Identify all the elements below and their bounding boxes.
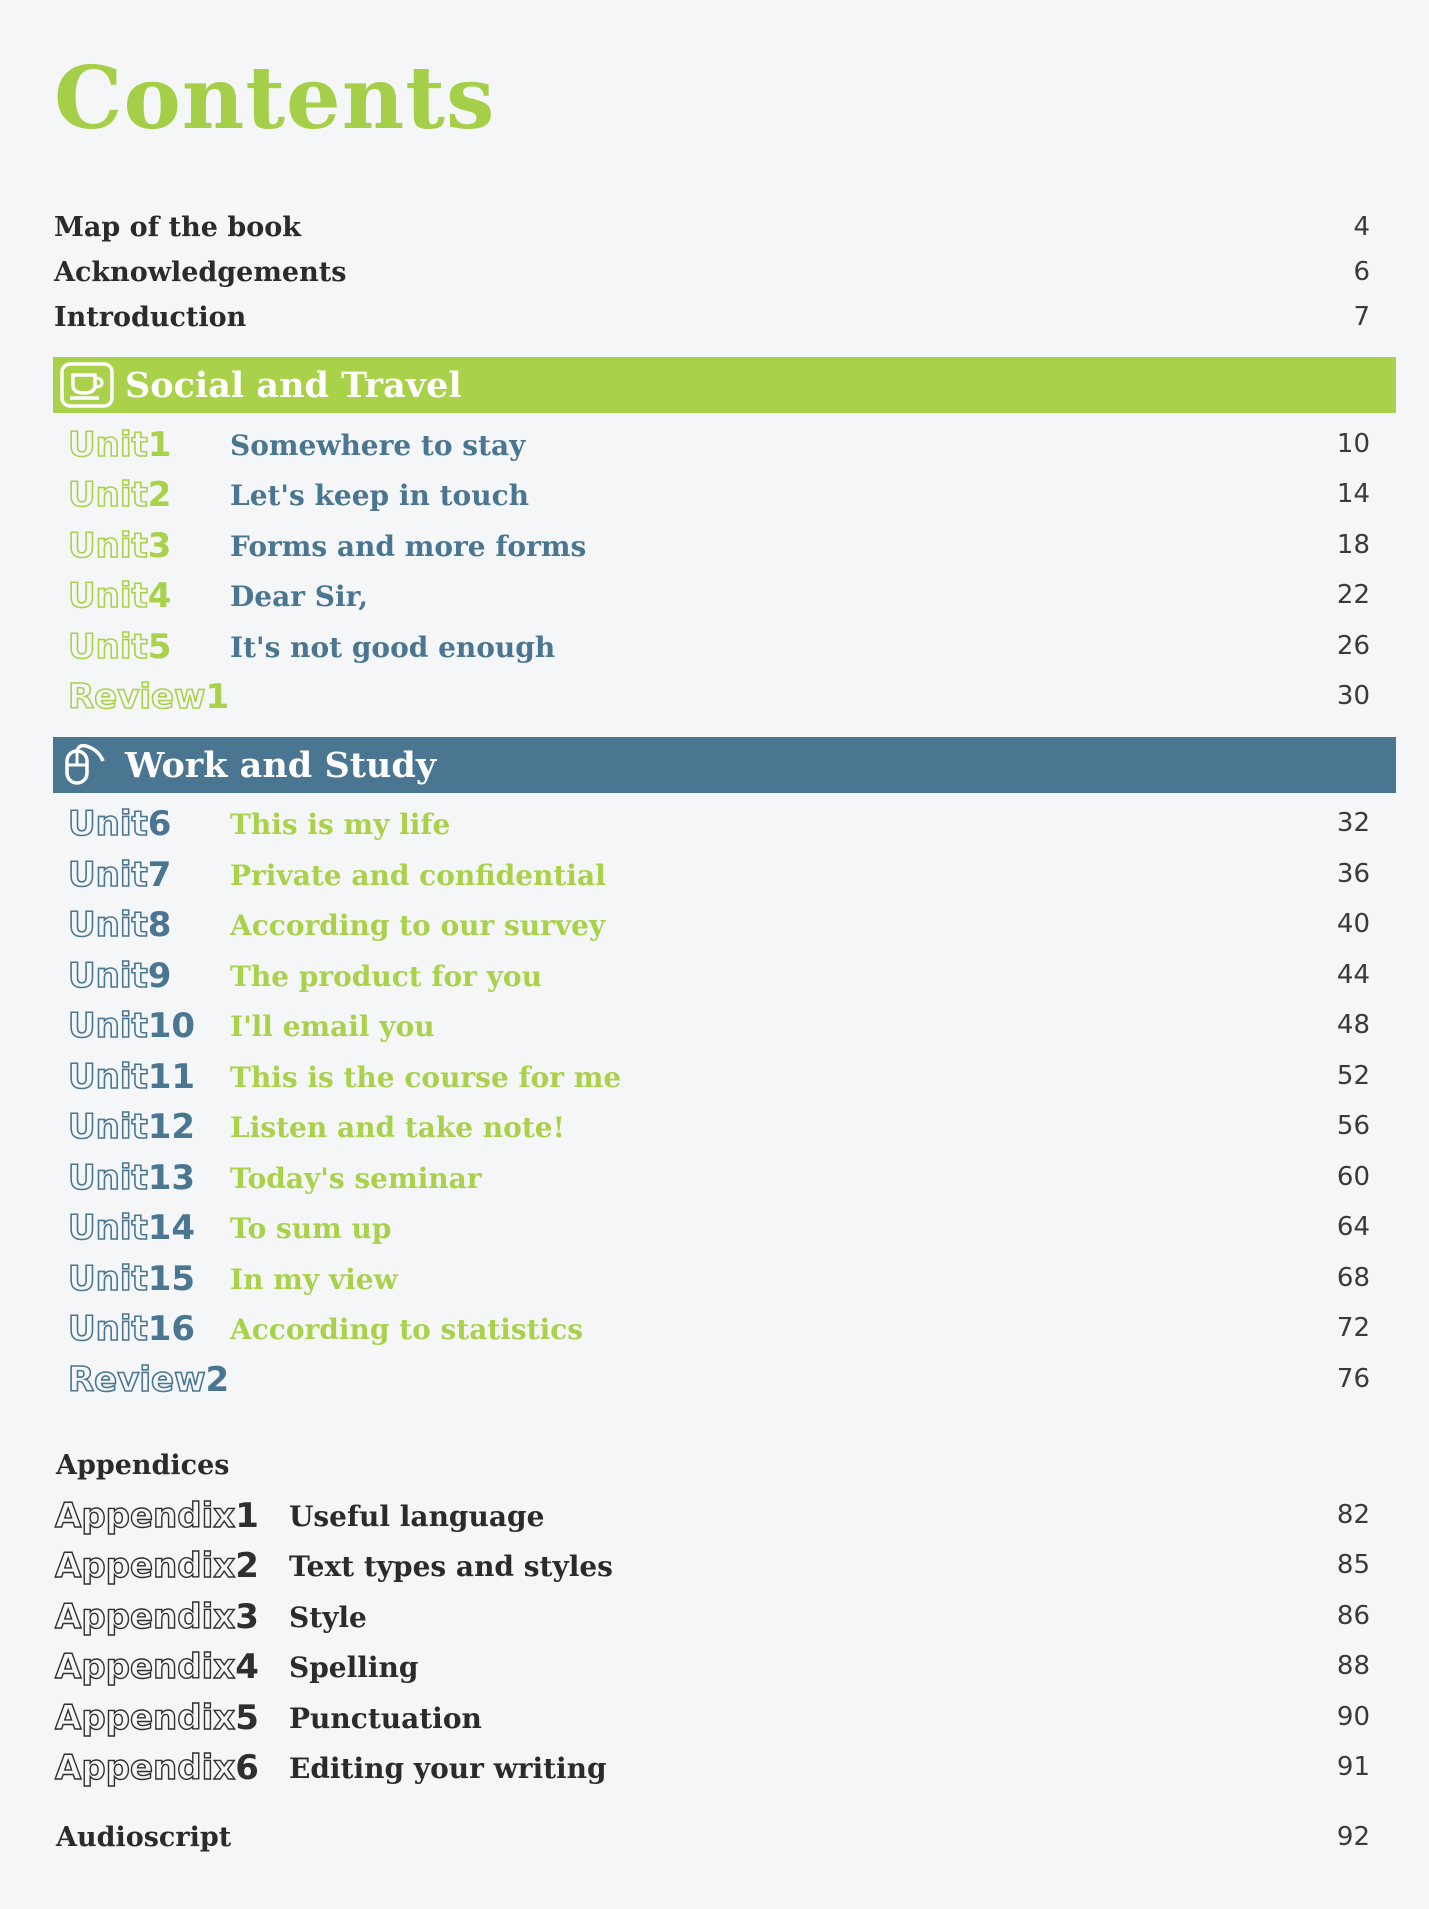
entry-title: Audioscript	[56, 1822, 232, 1853]
toc-entry-map-of-the-book[interactable]	[54, 212, 1370, 252]
unit-label: Unit2	[68, 475, 172, 515]
page-number: 82	[1336, 1500, 1370, 1530]
page-number: 4	[1353, 212, 1370, 242]
page-number: 88	[1336, 1651, 1370, 1681]
entry-title: Editing your writing	[289, 1752, 607, 1785]
entry-title: Dear Sir,	[230, 580, 369, 613]
entry-title: Today's seminar	[230, 1162, 482, 1195]
unit-label: Unit13	[68, 1158, 196, 1198]
entry-title: Somewhere to stay	[230, 429, 526, 462]
entry-title: Style	[289, 1601, 367, 1634]
toc-entry-appendix-2[interactable]	[55, 1546, 1370, 1594]
page-number: 22	[1336, 580, 1370, 610]
appendices-heading: Appendices	[56, 1450, 230, 1481]
toc-entry-unit-5[interactable]	[68, 627, 1370, 675]
appendix-label: Appendix1	[55, 1496, 259, 1536]
entry-title: To sum up	[230, 1212, 392, 1245]
section-header-social-and-travel	[53, 357, 1396, 413]
page-number: 32	[1336, 808, 1370, 838]
toc-entry-unit-1[interactable]	[68, 425, 1370, 473]
entry-title: Punctuation	[289, 1702, 482, 1735]
section-title: Social and Travel	[125, 364, 462, 406]
entry-title: Let's keep in touch	[230, 479, 529, 512]
page-number: 56	[1336, 1111, 1370, 1141]
toc-entry-audioscript[interactable]	[56, 1822, 1370, 1862]
toc-entry-acknowledgements[interactable]	[54, 257, 1370, 297]
unit-label: Unit14	[68, 1208, 196, 1248]
toc-entry-unit-15[interactable]	[68, 1259, 1370, 1307]
page-number: 14	[1336, 479, 1370, 509]
review-label: Review2	[68, 1360, 230, 1400]
unit-label: Unit6	[68, 804, 172, 844]
entry-title: Map of the book	[54, 212, 301, 243]
page-number: 52	[1336, 1061, 1370, 1091]
page-number: 92	[1336, 1822, 1370, 1852]
unit-label: Unit1	[68, 425, 172, 465]
toc-entry-unit-12[interactable]	[68, 1107, 1370, 1155]
review-label: Review1	[68, 677, 230, 717]
entry-title: Useful language	[289, 1500, 545, 1533]
page-number: 85	[1336, 1550, 1370, 1580]
entry-title: In my view	[230, 1263, 398, 1296]
entry-title: Introduction	[54, 302, 247, 333]
page-number: 76	[1336, 1364, 1370, 1394]
cup-icon	[59, 361, 115, 409]
page-number: 10	[1336, 429, 1370, 459]
toc-entry-unit-6[interactable]	[68, 804, 1370, 852]
toc-entry-unit-7[interactable]	[68, 855, 1370, 903]
mouse-icon	[59, 741, 115, 789]
entry-title: Private and confidential	[230, 859, 606, 892]
toc-entry-unit-10[interactable]	[68, 1006, 1370, 1054]
toc-entry-unit-11[interactable]	[68, 1057, 1370, 1105]
toc-entry-appendix-4[interactable]	[55, 1647, 1370, 1695]
appendix-label: Appendix5	[55, 1698, 259, 1738]
page-number: 72	[1336, 1313, 1370, 1343]
toc-entry-unit-2[interactable]	[68, 475, 1370, 523]
toc-entry-appendix-5[interactable]	[55, 1698, 1370, 1746]
appendix-label: Appendix6	[55, 1748, 259, 1788]
unit-label: Unit7	[68, 855, 172, 895]
toc-entry-unit-3[interactable]	[68, 526, 1370, 574]
entry-title: Spelling	[289, 1651, 419, 1684]
toc-entry-appendix-3[interactable]	[55, 1597, 1370, 1645]
unit-label: Unit11	[68, 1057, 196, 1097]
page-number: 30	[1336, 681, 1370, 711]
toc-entry-review-2[interactable]	[68, 1360, 1370, 1408]
toc-entry-unit-9[interactable]	[68, 956, 1370, 1004]
page-number: 90	[1336, 1702, 1370, 1732]
toc-entry-appendix-6[interactable]	[55, 1748, 1370, 1796]
unit-label: Unit4	[68, 576, 172, 616]
page-number: 44	[1336, 960, 1370, 990]
entry-title: This is the course for me	[230, 1061, 622, 1094]
appendix-label: Appendix4	[55, 1647, 259, 1687]
unit-label: Unit10	[68, 1006, 196, 1046]
page-number: 7	[1353, 302, 1370, 332]
section-header-work-and-study	[53, 737, 1396, 793]
unit-label: Unit15	[68, 1259, 196, 1299]
toc-entry-introduction[interactable]	[54, 302, 1370, 342]
unit-label: Unit12	[68, 1107, 196, 1147]
unit-label: Unit9	[68, 956, 172, 996]
page-number: 64	[1336, 1212, 1370, 1242]
appendix-label: Appendix3	[55, 1597, 259, 1637]
unit-label: Unit8	[68, 905, 172, 945]
toc-entry-unit-8[interactable]	[68, 905, 1370, 953]
page-number: 68	[1336, 1263, 1370, 1293]
toc-entry-unit-4[interactable]	[68, 576, 1370, 624]
page-number: 18	[1336, 530, 1370, 560]
page-number: 40	[1336, 909, 1370, 939]
appendix-label: Appendix2	[55, 1546, 259, 1586]
unit-label: Unit5	[68, 627, 172, 667]
entry-title: According to statistics	[230, 1313, 584, 1346]
entry-title: The product for you	[230, 960, 542, 993]
toc-entry-unit-13[interactable]	[68, 1158, 1370, 1206]
page-number: 60	[1336, 1162, 1370, 1192]
entry-title: It's not good enough	[230, 631, 556, 664]
page-number: 86	[1336, 1601, 1370, 1631]
page-number: 6	[1353, 257, 1370, 287]
toc-entry-appendix-1[interactable]	[55, 1496, 1370, 1544]
toc-entry-review-1[interactable]	[68, 677, 1370, 725]
page-number: 48	[1336, 1010, 1370, 1040]
entry-title: According to our survey	[230, 909, 606, 942]
entry-title: Listen and take note!	[230, 1111, 565, 1144]
entry-title: Acknowledgements	[54, 257, 347, 288]
toc-entry-unit-14[interactable]	[68, 1208, 1370, 1256]
unit-label: Unit3	[68, 526, 172, 566]
page-number: 36	[1336, 859, 1370, 889]
entry-title: I'll email you	[230, 1010, 435, 1043]
entry-title: This is my life	[230, 808, 451, 841]
section-title: Work and Study	[125, 744, 437, 786]
page-number: 91	[1336, 1752, 1370, 1782]
page-title: Contents	[54, 48, 496, 149]
unit-label: Unit16	[68, 1309, 196, 1349]
entry-title: Forms and more forms	[230, 530, 587, 563]
entry-title: Text types and styles	[289, 1550, 613, 1583]
toc-entry-unit-16[interactable]	[68, 1309, 1370, 1357]
page-number: 26	[1336, 631, 1370, 661]
